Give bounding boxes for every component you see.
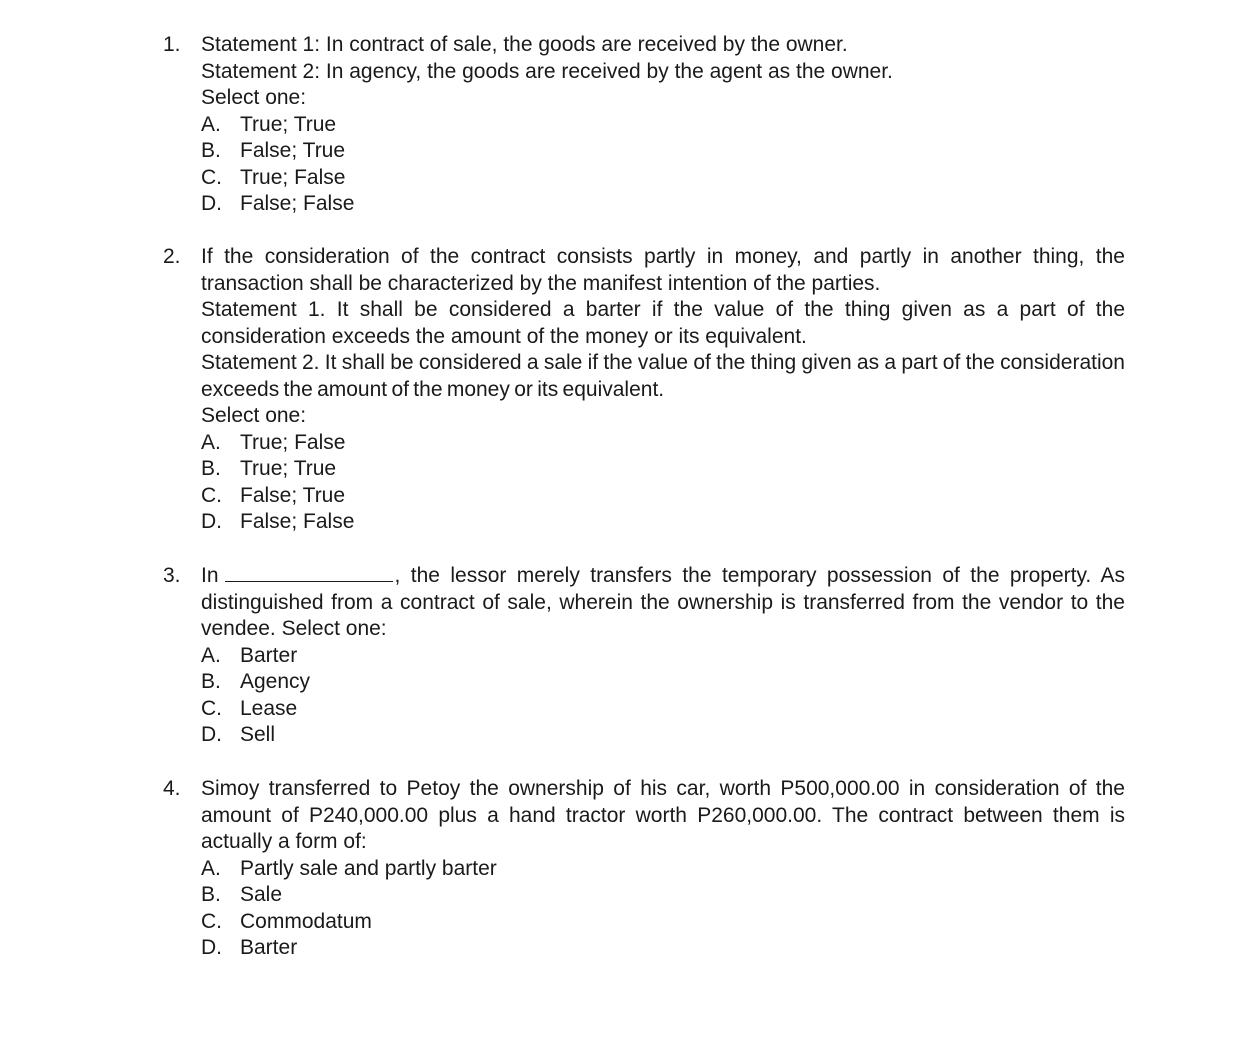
statement-1: Statement 1: In contract of sale, the goods are received by the owner. [201,33,848,56]
option-text: True; True [240,457,337,480]
option-a[interactable] [201,112,1125,139]
option-letter: D. [201,936,222,959]
question-stem-first-line [201,563,1125,590]
question-body [201,244,1125,536]
option-d[interactable] [201,722,1125,749]
option-text: True; True [240,112,337,136]
option-c[interactable] [201,165,1125,192]
option-letter: A. [201,643,221,667]
question-4 [163,776,1125,962]
option-text: Sell [240,723,276,746]
question-number: 3. [163,564,181,587]
option-text: Agency [240,670,311,693]
option-letter: B. [201,883,221,906]
option-text: False; True [240,483,346,507]
question-body [201,32,1125,218]
option-d[interactable] [201,191,1125,218]
option-letter: A. [201,430,221,454]
option-letter: D. [201,192,222,215]
option-a[interactable] [201,643,1125,670]
question-body [201,776,1125,962]
statement-2: Statement 2. It shall be considered a sale if the value of the thing given as a part of the consideration exceeds the amount of the money or its equivalent. [201,351,1125,401]
option-letter: B. [201,139,221,162]
option-text: Lease [240,696,298,720]
option-text: Commodatum [240,909,372,933]
question-stem: Simoy transferred to Petoy the ownership of his car, worth P500,000.00 in consideration of the amount of P240,000.00 plus a hand tractor worth P260,000.00. The contract between them is actually a form of: [201,777,1125,853]
option-text: True; False [240,165,346,189]
statement-1: Statement 1. It shall be considered a barter if the value of the thing given as a part of the consideration exceeds the amount of the money or its equivalent. [201,298,1125,348]
option-letter: A. [201,112,221,136]
option-text: False; True [240,139,346,162]
select-one-label: Select one: [201,404,307,427]
option-letter: A. [201,856,221,880]
option-c[interactable] [201,909,1125,936]
option-letter: C. [201,483,222,507]
question-2 [163,244,1125,536]
option-letter: B. [201,670,221,693]
option-text: Partly sale and partly barter [240,856,497,880]
question-number: 4. [163,777,181,800]
option-b[interactable] [201,669,1125,696]
option-d[interactable] [201,935,1125,962]
option-text: Barter [240,643,298,667]
question-1 [163,32,1125,218]
option-text: False; False [240,510,355,533]
option-text: Barter [240,936,298,959]
option-b[interactable] [201,138,1125,165]
stem-after-blank: , the lessor merely transfers the temporary possession of the property. As [394,564,1125,587]
option-b[interactable] [201,882,1125,909]
option-c[interactable] [201,696,1125,723]
option-text: Sale [240,883,283,906]
option-b[interactable] [201,456,1125,483]
option-letter: C. [201,696,222,720]
option-letter: C. [201,909,222,933]
option-a[interactable] [201,856,1125,883]
question-stem: If the consideration of the contract consists partly in money, and partly in another thing, the transaction shall be characterized by the manifest intention of the parties. [201,245,1125,295]
option-text: False; False [240,192,355,215]
question-stem-rest: distinguished from a contract of sale, wherein the ownership is transferred from the vendor to the vendee. Select one: [201,590,1125,640]
stem-lead: In [201,564,219,587]
fill-in-blank [225,563,393,582]
statement-2: Statement 2: In agency, the goods are received by the agent as the owner. [201,59,893,83]
question-number: 1. [163,33,181,56]
option-text: True; False [240,430,346,454]
option-letter: C. [201,165,222,189]
option-d[interactable] [201,509,1125,536]
question-number: 2. [163,245,181,268]
option-letter: D. [201,723,222,746]
option-letter: D. [201,510,222,533]
select-one-label: Select one: [201,86,307,109]
question-body [201,563,1125,749]
option-a[interactable] [201,430,1125,457]
option-letter: B. [201,457,221,480]
option-c[interactable] [201,483,1125,510]
question-3 [163,563,1125,749]
